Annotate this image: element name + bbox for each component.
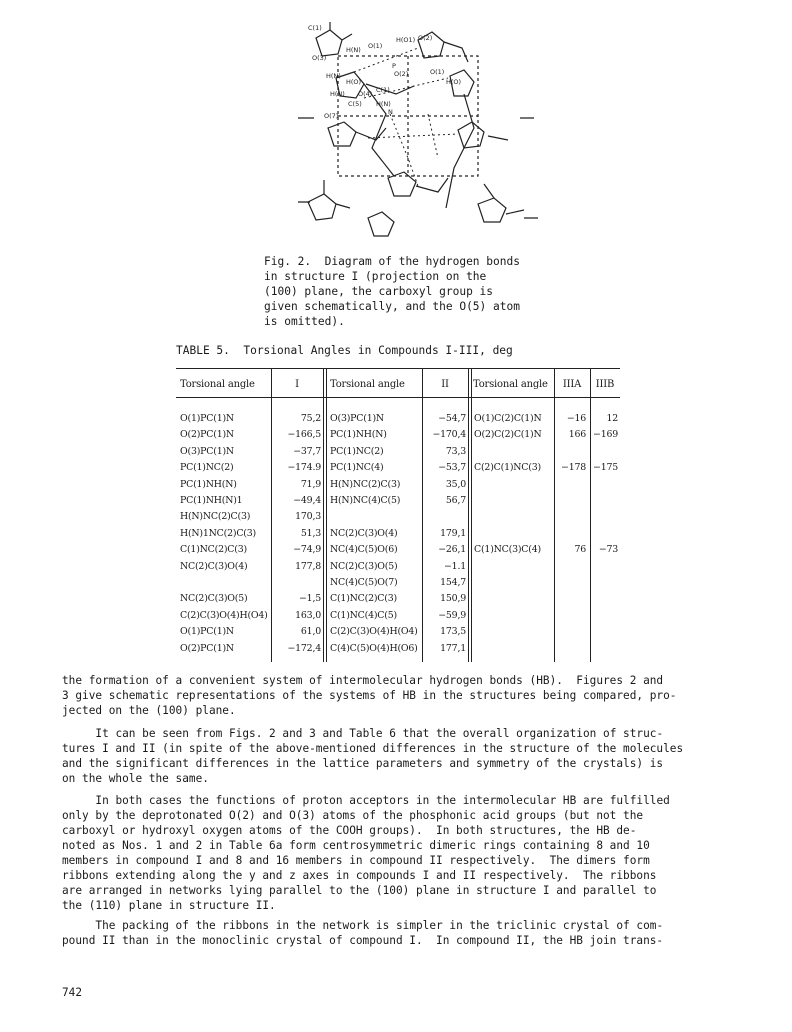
cell-value-i: −49,4 [293,495,321,506]
cell-value-ii: −54,7 [438,413,466,424]
atom-label: C(5) [348,100,362,108]
cell-angle-name-ii: C(1)NC(2)C(3) [330,593,397,605]
cell-angle-name-i: O(2)PC(1)N [180,642,234,654]
hydrogen-bond-diagram [268,18,558,250]
paragraph-1: the formation of a convenient system of intermolecular hydrogen bonds (HB). Figures 2 and 3 give schematic representations of the systems of HB in the structures being compared, pro- jected on the (100) plane. [62,674,677,717]
cell-angle-name-i: O(1)PC(1)N [180,626,234,638]
cell-angle-name-ii: C(4)C(5)O(4)H(O6) [330,642,418,654]
atom-label: O(4) [358,90,373,98]
cell-value-i: 51,3 [300,527,321,539]
atom-label: C(1) [376,86,390,94]
cell-angle-name-ii: H(N)NC(4)C(5) [330,495,401,506]
atom-label: H(O) [446,78,462,86]
header-compound-i: I [295,379,299,390]
cell-angle-name-ii: PC(1)NH(N) [330,429,387,441]
cell-value-i: 163,0 [295,609,321,621]
page-number: 742 [62,986,83,999]
cell-value-iiib: −73 [598,544,618,556]
cell-angle-name-ii: NC(4)C(5)O(7) [330,577,398,588]
table-title: TABLE 5. Torsional Angles in Compounds I-III, deg [176,344,513,357]
cell-value-ii: 56,7 [445,495,466,506]
atom-label: H(N) [330,90,345,98]
cell-angle-name-ii: NC(2)C(3)O(4) [330,527,398,539]
atom-label: P [392,62,396,70]
cell-angle-name-i: O(3)PC(1)N [180,445,234,457]
cell-value-i: −1,5 [299,593,321,605]
cell-value-iiib: −169 [593,429,618,441]
cell-angle-name-i: C(2)C(3)O(4)H(O4) [180,609,268,621]
paragraph-3: In both cases the functions of proton acceptors in the intermolecular HB are fulfilled only by the deprotonated O(2) and O(3) atoms of the phosphonic acid groups (but not the carboxyl or hydroxyl oxygen atoms of the COOH groups). In both structures, the HB de- noted as Nos. 1 and 2 in Table 6a form centrosymmetric dimeric rings containing 8 and 10 members in compound I and 8 and 16 members in compound II respectively. The dimers form ribbons extending along the y and z axes in compounds I and II respectively. The ribbons are arranged in networks lying parallel to the (100) plane in structure I and parallel to the (110) plane in structure II. [62,794,670,912]
cell-angle-name-i: NC(2)C(3)O(4) [180,560,248,572]
cell-angle-name-i: O(2)PC(1)N [180,429,234,441]
cell-angle-name-i: PC(1)NH(N)1 [180,495,243,506]
header-torsional-angle-1: Torsional angle [180,379,255,390]
header-torsional-angle-2: Torsional angle [330,379,405,390]
atom-label: H(O1) [396,36,416,44]
cell-angle-name-i: O(1)PC(1)N [180,413,234,424]
cell-value-ii: −170,4 [432,429,466,441]
cell-value-i: −174.9 [287,462,321,474]
cell-value-ii: −53,7 [438,462,466,474]
header-compound-iiia: IIIA [562,379,582,390]
cell-angle-name-ii: C(2)C(3)O(4)H(O4) [330,626,418,638]
cell-value-ii: 179,1 [440,527,466,539]
cell-angle-name-iii: C(1)NC(3)C(4) [474,544,541,556]
cell-angle-name-i: H(N)1NC(2)C(3) [180,527,256,539]
cell-angle-name-iii: O(2)C(2)C(1)N [474,429,542,441]
cell-angle-name-ii: NC(2)C(3)O(5) [330,560,398,572]
cell-value-iiia: 76 [574,544,586,556]
cell-angle-name-ii: PC(1)NC(4) [330,462,384,474]
paragraph-2: It can be seen from Figs. 2 and 3 and Table 6 that the overall organization of struc- tures I and II (in spite of the above-mentioned differences in the structure of the molecules and the significant differences in the lattice parameters and symmetry of the crystals) is on the whole the same. [62,727,684,785]
cell-value-ii: 35,0 [445,478,466,490]
cell-value-ii: 73,3 [445,445,466,457]
cell-angle-name-ii: C(1)NC(4)C(5) [330,609,397,621]
cell-value-ii: −59,9 [438,609,466,621]
cell-value-i: −166,5 [287,429,321,441]
cell-angle-name-i: NC(2)C(3)O(5) [180,593,248,605]
header-torsional-angle-3: Torsional angle [473,379,548,390]
cell-angle-name-ii: PC(1)NC(2) [330,445,384,457]
cell-value-ii: −1.1 [444,560,466,572]
atom-label: O(1) [430,68,445,76]
cell-angle-name-i: H(N)NC(2)C(3) [180,511,251,523]
atom-label: O(3) [312,54,327,62]
cell-value-ii: 173,5 [440,626,466,638]
header-compound-iiib: IIIB [595,379,615,390]
atom-label: H(O) [346,78,362,86]
cell-angle-name-i: C(1)NC(2)C(3) [180,544,247,556]
cell-value-iiib: 12 [606,413,618,424]
cell-value-ii: −26,1 [438,544,466,556]
cell-value-i: −172,4 [287,642,321,654]
paragraph-4: The packing of the ribbons in the network is simpler in the triclinic crystal of com- pound II than in the monoclinic crystal of compound I. In compound II, the HB join trans- [62,919,664,947]
atom-label: H(N) [346,46,361,54]
atom-label: O(1) [368,42,383,50]
atom-label: O(7) [324,112,339,120]
cell-value-iiia: 166 [568,429,586,441]
structure-drawing [268,18,558,250]
cell-angle-name-iii: O(1)C(2)C(1)N [474,413,542,424]
cell-value-i: 71,9 [300,478,321,490]
cell-value-i: −37,7 [293,445,321,457]
atom-label: N [388,108,393,116]
cell-angle-name-ii: H(N)NC(2)C(3) [330,478,401,490]
cell-value-ii: 154,7 [440,577,466,588]
cell-value-i: −74,9 [293,544,321,556]
cell-value-i: 61,0 [300,626,321,638]
atom-label: O(2) [418,34,433,42]
header-compound-ii: II [441,379,449,390]
cell-value-iiia: −178 [561,462,586,474]
cell-value-i: 75,2 [300,413,321,424]
cell-value-iiia: −16 [566,413,586,424]
cell-angle-name-ii: O(3)PC(1)N [330,413,384,424]
cell-angle-name-iii: C(2)C(1)NC(3) [474,462,541,474]
cell-value-i: 170,3 [295,511,321,523]
cell-value-i: 177,8 [295,560,321,572]
torsional-angles-table [176,368,620,662]
atom-label: H(N) [326,72,341,80]
cell-value-ii: 177,1 [440,642,466,654]
atom-label: H(N) [376,100,391,108]
atom-label: C(1) [308,24,322,32]
cell-angle-name-i: PC(1)NH(N) [180,478,237,490]
atom-label: O(2) [394,70,409,78]
cell-angle-name-i: PC(1)NC(2) [180,462,234,474]
figure-caption: Fig. 2. Diagram of the hydrogen bonds in structure I (projection on the (100) plane, the carboxyl group is given schematically, and the O(5) atom is omitted). [264,255,520,328]
cell-value-iiib: −175 [593,462,618,474]
cell-angle-name-ii: NC(4)C(5)O(6) [330,544,398,556]
cell-value-ii: 150,9 [440,593,466,605]
